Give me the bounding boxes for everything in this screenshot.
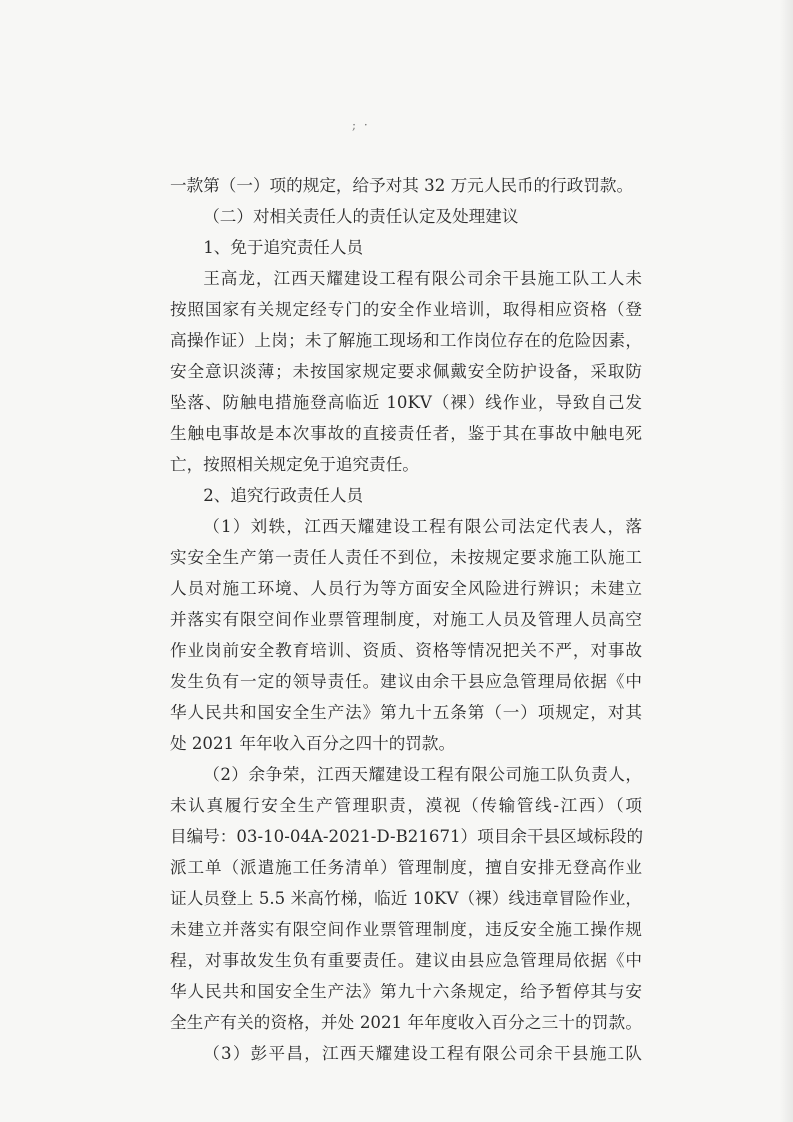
text-line: 人员对施工环境、人员行为等方面安全风险进行辨识；未建立 xyxy=(170,579,642,598)
subsection-heading: 2、追究行政责任人员 xyxy=(203,486,364,505)
text-line: 亡，按照相关规定免于追究责任。 xyxy=(170,455,419,474)
scan-speck: ; · xyxy=(352,118,370,132)
text-line: 作业岗前安全教育培训、资质、资格等情况把关不严，对事故 xyxy=(170,641,642,660)
text-line: 坠落、防触电措施登高临近 10KV（裸）线作业，导致自己发 xyxy=(170,393,642,412)
text-line: 未建立并落实有限空间作业票管理制度，违反安全施工操作规 xyxy=(170,920,642,939)
text-line: （3）彭平昌，江西天耀建设工程有限公司余干县施工队 xyxy=(203,1044,642,1063)
text-line: 华人民共和国安全生产法》第九十五条第（一）项规定，对其 xyxy=(170,703,642,722)
text-line: 华人民共和国安全生产法》第九十六条规定，给予暂停其与安 xyxy=(170,982,642,1001)
document-body xyxy=(170,170,642,1069)
text-line: 目编号：03-10-04A-2021-D-B21671）项目余干县区域标段的 xyxy=(170,827,644,846)
text-line: （1）刘轶，江西天耀建设工程有限公司法定代表人，落 xyxy=(203,517,642,536)
text-line: 生触电事故是本次事故的直接责任者，鉴于其在事故中触电死 xyxy=(170,424,642,443)
text-line: 程，对事故发生负有重要责任。建议由县应急管理局依据《中 xyxy=(170,951,642,970)
text-line: 处 2021 年年收入百分之四十的罚款。 xyxy=(170,734,456,753)
text-line: 一款第（一）项的规定，给予对其 32 万元人民币的行政罚款。 xyxy=(170,176,634,195)
text-line: 王高龙，江西天耀建设工程有限公司余干县施工队工人未 xyxy=(203,269,642,288)
text-line: 证人员登上 5.5 米高竹梯，临近 10KV（裸）线违章冒险作业， xyxy=(170,889,642,908)
text-line: 全生产有关的资格，并处 2021 年年度收入百分之三十的罚款。 xyxy=(170,1013,642,1032)
text-line: （2）余争荣，江西天耀建设工程有限公司施工队负责人， xyxy=(203,765,642,784)
text-line: 并落实有限空间作业票管理制度，对施工人员及管理人员高空 xyxy=(170,610,642,629)
scan-edge-shadow xyxy=(779,0,793,1122)
text-line: 发生负有一定的领导责任。建议由余干县应急管理局依据《中 xyxy=(170,672,642,691)
section-heading: （二）对相关责任人的责任认定及处理建议 xyxy=(203,207,519,226)
text-line: 按照国家有关规定经专门的安全作业培训，取得相应资格（登 xyxy=(170,300,642,319)
text-line: 高操作证）上岗；未了解施工现场和工作岗位存在的危险因素， xyxy=(170,331,642,350)
text-line: 实安全生产第一责任人责任不到位，未按规定要求施工队施工 xyxy=(170,548,642,567)
text-line: 未认真履行安全生产管理职责，漠视（传输管线-江西）（项 xyxy=(170,796,642,815)
subsection-heading: 1、免于追究责任人员 xyxy=(203,238,364,257)
text-line: 派工单（派遣施工任务清单）管理制度，擅自安排无登高作业 xyxy=(170,858,642,877)
text-line: 安全意识淡薄；未按国家规定要求佩戴安全防护设备，采取防 xyxy=(170,362,642,381)
